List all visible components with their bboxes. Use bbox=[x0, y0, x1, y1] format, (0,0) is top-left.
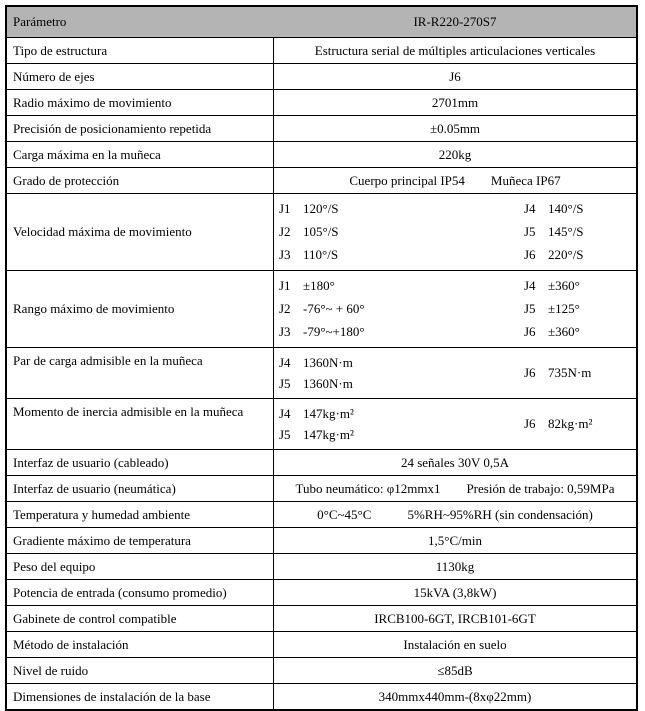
row-value: Instalación en suelo bbox=[403, 636, 507, 652]
joint-line bbox=[524, 201, 636, 217]
joint-column-right bbox=[524, 194, 636, 270]
table-row-cableado bbox=[7, 449, 636, 475]
joint-line bbox=[524, 278, 636, 294]
value-part: 5%RH~95%RH (sin condensación) bbox=[407, 506, 593, 522]
row-value: 15kVA (3,8kW) bbox=[413, 584, 497, 600]
joint-label: J5 bbox=[279, 375, 291, 391]
joint-line bbox=[524, 365, 636, 381]
row-label: Método de instalación bbox=[7, 632, 274, 657]
table-row-gradiente bbox=[7, 527, 636, 553]
row-label: Grado de protección bbox=[7, 168, 274, 193]
row-value bbox=[274, 194, 636, 270]
joint-label: J1 bbox=[279, 201, 291, 217]
joint-column-right bbox=[524, 399, 636, 449]
row-label: Nivel de ruido bbox=[7, 658, 274, 683]
row-label: Tipo de estructura bbox=[7, 38, 274, 63]
joint-label: J4 bbox=[279, 405, 291, 421]
joint-value: 120°/S bbox=[303, 201, 339, 217]
value-part: Presión de trabajo: 0,59MPa bbox=[466, 480, 615, 496]
joint-value: 145°/S bbox=[548, 223, 584, 239]
row-label: Precisión de posicionamiento repetida bbox=[7, 116, 274, 141]
table-row-precision bbox=[7, 115, 636, 141]
table-row-par bbox=[7, 347, 636, 398]
joint-value: 110°/S bbox=[303, 246, 339, 262]
row-value bbox=[274, 168, 636, 193]
row-value: Estructura serial de múltiples articulaciones verticales bbox=[314, 42, 596, 58]
joint-column-right bbox=[524, 348, 636, 398]
table-row-instalacion bbox=[7, 631, 636, 657]
joint-label: J6 bbox=[524, 365, 536, 380]
row-value: 1,5°C/min bbox=[428, 532, 482, 548]
joint-column-left bbox=[274, 194, 524, 270]
joint-label: J1 bbox=[279, 278, 291, 294]
header-model-cell: IR-R220-270S7 bbox=[413, 14, 497, 29]
joint-line bbox=[524, 247, 636, 263]
joint-value: -76°~ + 60° bbox=[303, 300, 365, 316]
row-label: Rango máximo de movimiento bbox=[7, 271, 274, 347]
joint-line bbox=[279, 201, 524, 217]
value-part: 0°C~45°C bbox=[317, 506, 372, 522]
joint-value: 147kg·m² bbox=[303, 426, 354, 442]
row-label: Interfaz de usuario (neumática) bbox=[7, 476, 274, 501]
joint-value: 105°/S bbox=[303, 223, 339, 239]
value-part: Cuerpo principal IP54 bbox=[349, 172, 465, 188]
row-label: Carga máxima en la muñeca bbox=[7, 142, 274, 167]
row-label: Gabinete de control compatible bbox=[7, 606, 274, 631]
spec-table bbox=[5, 5, 638, 711]
row-value: ±0.05mm bbox=[429, 120, 481, 136]
table-row-momento bbox=[7, 398, 636, 449]
joint-column-left bbox=[274, 271, 524, 347]
table-row-dimensiones bbox=[7, 683, 636, 709]
joint-line bbox=[279, 324, 524, 340]
joint-label: J4 bbox=[279, 354, 291, 370]
joint-label: J6 bbox=[524, 323, 536, 339]
table-row-rango bbox=[7, 270, 636, 347]
joint-value: 82kg·m² bbox=[548, 416, 593, 431]
row-label: Gradiente máximo de temperatura bbox=[7, 528, 274, 553]
row-label: Peso del equipo bbox=[7, 554, 274, 579]
joint-value: ±360° bbox=[548, 323, 580, 339]
joint-value: ±360° bbox=[548, 278, 580, 294]
joint-value: -79°~+180° bbox=[303, 323, 365, 339]
row-value: 220kg bbox=[438, 146, 472, 162]
joint-value: 140°/S bbox=[548, 201, 584, 217]
row-value bbox=[274, 502, 636, 527]
header-param-cell: Parámetro bbox=[13, 14, 67, 29]
table-row-gabinete bbox=[7, 605, 636, 631]
joint-value: 147kg·m² bbox=[303, 405, 354, 421]
row-label: Par de carga admisible en la muñeca bbox=[7, 348, 274, 398]
joint-label: J3 bbox=[279, 246, 291, 262]
row-value bbox=[274, 476, 636, 501]
value-part: Tubo neumático: φ12mmx1 bbox=[295, 480, 441, 496]
joint-value: 1360N·m bbox=[303, 354, 353, 370]
joint-value: ±125° bbox=[548, 300, 580, 316]
joint-column-left bbox=[274, 399, 524, 449]
joint-column-right bbox=[524, 271, 636, 347]
row-label: Momento de inercia admisible en la muñeca bbox=[7, 399, 274, 449]
row-label: Interfaz de usuario (cableado) bbox=[7, 450, 274, 475]
joint-line bbox=[524, 301, 636, 317]
joint-label: J5 bbox=[524, 223, 536, 239]
table-row-tipo bbox=[7, 37, 636, 63]
row-label: Dimensiones de instalación de la base bbox=[7, 684, 274, 709]
joint-value: ±180° bbox=[303, 278, 335, 294]
joint-line bbox=[279, 355, 524, 371]
joint-value: 735N·m bbox=[548, 365, 592, 380]
joint-line bbox=[279, 406, 524, 422]
row-value: IRCB100-6GT, IRCB101-6GT bbox=[374, 610, 536, 626]
joint-line bbox=[524, 416, 636, 432]
table-header-row bbox=[7, 7, 636, 37]
row-label: Potencia de entrada (consumo promedio) bbox=[7, 580, 274, 605]
table-row-radio bbox=[7, 89, 636, 115]
joint-value: 1360N·m bbox=[303, 375, 353, 391]
row-label: Radio máximo de movimiento bbox=[7, 90, 274, 115]
row-value bbox=[274, 271, 636, 347]
table-row-potencia bbox=[7, 579, 636, 605]
row-value: 24 señales 30V 0,5A bbox=[400, 454, 510, 470]
row-label: Velocidad máxima de movimiento bbox=[7, 194, 274, 270]
table-row-ejes bbox=[7, 63, 636, 89]
joint-column-left bbox=[274, 348, 524, 398]
joint-label: J6 bbox=[524, 416, 536, 431]
joint-label: J4 bbox=[524, 201, 536, 217]
row-value: 2701mm bbox=[431, 94, 479, 110]
joint-label: J4 bbox=[524, 278, 536, 294]
joint-line bbox=[524, 224, 636, 240]
joint-label: J3 bbox=[279, 323, 291, 339]
table-row-velocidad bbox=[7, 193, 636, 270]
joint-line bbox=[524, 324, 636, 340]
row-value: J6 bbox=[449, 68, 461, 84]
row-value: ≤85dB bbox=[437, 662, 473, 678]
joint-label: J5 bbox=[279, 426, 291, 442]
joint-line bbox=[279, 301, 524, 317]
joint-line bbox=[279, 376, 524, 392]
table-row-neumatica bbox=[7, 475, 636, 501]
joint-line bbox=[279, 247, 524, 263]
table-row-peso bbox=[7, 553, 636, 579]
joint-line bbox=[279, 224, 524, 240]
row-value bbox=[274, 348, 636, 398]
joint-label: J2 bbox=[279, 300, 291, 316]
joint-label: J2 bbox=[279, 223, 291, 239]
row-value bbox=[274, 399, 636, 449]
joint-line bbox=[279, 278, 524, 294]
row-value: 340mmx440mm-(8xφ22mm) bbox=[378, 688, 532, 704]
row-label: Temperatura y humedad ambiente bbox=[7, 502, 274, 527]
table-row-temperatura bbox=[7, 501, 636, 527]
joint-line bbox=[279, 427, 524, 443]
table-row-ruido bbox=[7, 657, 636, 683]
table-row-proteccion bbox=[7, 167, 636, 193]
table-row-carga bbox=[7, 141, 636, 167]
joint-label: J5 bbox=[524, 300, 536, 316]
row-value: 1130kg bbox=[435, 558, 475, 574]
joint-label: J6 bbox=[524, 246, 536, 262]
joint-value: 220°/S bbox=[548, 246, 584, 262]
row-label: Número de ejes bbox=[7, 64, 274, 89]
value-part: Muñeca IP67 bbox=[490, 172, 561, 188]
